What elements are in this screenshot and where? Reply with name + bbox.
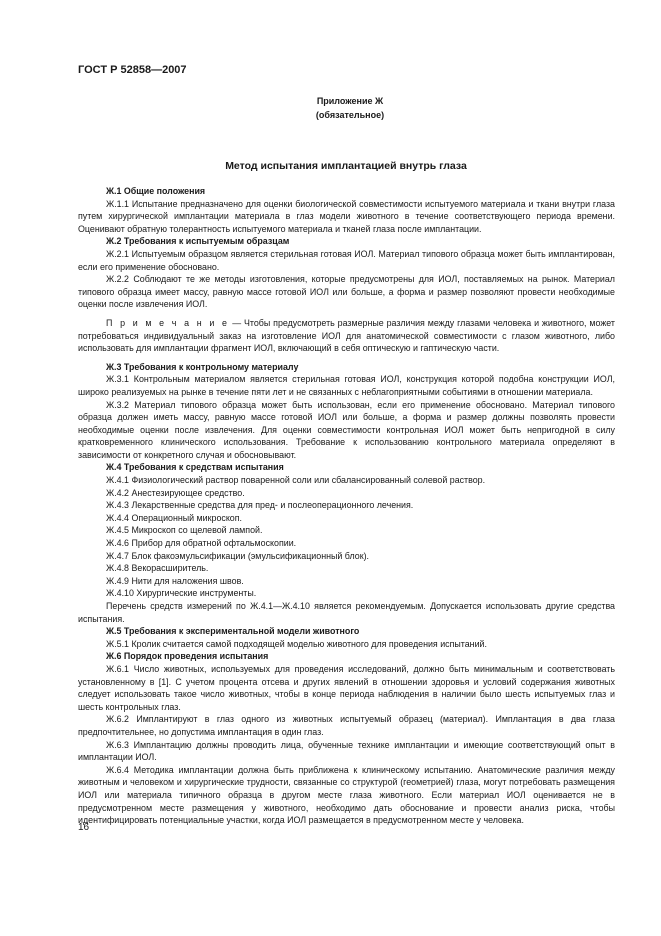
list-item: Ж.4.5 Микроскоп со щелевой лампой. xyxy=(106,525,263,536)
note-label: П р и м е ч а н и е xyxy=(106,317,230,328)
paragraph-zh2-1: Ж.2.1 Испытуемым образцом является стерильная готовая ИОЛ. Материал типового образца может быть имплантирован, если его применение обосновано. xyxy=(78,248,615,272)
page-number: 16 xyxy=(78,822,90,833)
paragraph-zh1-1: Ж.1.1 Испытание предназначено для оценки биологической совместимости испытуемого материала и ткани внутри глаза путем хирургической имплантации материала в глаз модели животного в течение соответствующего периода времени. Оценивают обратную толерантность испытуемого материала и тканей глаза после имплантации. xyxy=(78,198,615,234)
note xyxy=(78,317,615,355)
paragraph-zh4-end: Перечень средств измерений по Ж.4.1—Ж.4.10 является рекомендуемым. Допускается использовать другие средства испытания. xyxy=(78,601,615,624)
document-body xyxy=(78,185,615,827)
paragraph-zh6-4: Ж.6.4 Методика имплантации должна быть приближена к клиническому испытанию. Анатомические различия между животным и человеком и хирургические трудности, связанные со структурой (геометрией) глаза, могут потребовать размещения ИОЛ или материала типичного образца в другом месте глаза животного. Если материал ИОЛ оценивается не в предусмотренном месте размещения у животного, необходимо дать обоснование и провести анализ риска, чтобы идентифицировать потенциальные участки, когда ИОЛ размещается в предусмотренном месте у человека. xyxy=(78,764,615,826)
note-text: — Чтобы предусмотреть размерные различия между глазами человека и животного, может потребоваться индивидуальный заказ на изготовление ИОЛ для анатомической совместимости с глазом животного, либо использовать для имплантации фрагмент ИОЛ, включающий в себя оптическую и гаптическую части. xyxy=(78,317,615,354)
list-item: Ж.4.3 Лекарственные средства для пред- и послеоперационного лечения. xyxy=(106,500,414,511)
annex-kind: (обязательное) xyxy=(315,110,385,120)
list-item: Ж.4.6 Прибор для обратной офтальмоскопии. xyxy=(106,538,297,549)
heading-zh2: Ж.2 Требования к испытуемым образцам xyxy=(106,236,290,247)
annex-title: Приложение Ж xyxy=(316,96,384,106)
list-item: Ж.4.1 Физиологический раствор поваренной соли или сбалансированный солевой раствор. xyxy=(106,475,486,486)
paragraph-zh6-3: Ж.6.3 Имплантацию должны проводить лица, обученные технике имплантации и имеющие соответствующий опыт в имплантации ИОЛ. xyxy=(78,739,615,763)
document-id: ГОСТ Р 52858—2007 xyxy=(78,64,187,76)
paragraph-zh6-1: Ж.6.1 Число животных, используемых для проведения исследований, должно быть минимальным и соответствовать установленному в [1]. С учетом процента отсева и других явлений в отношении здоровья и условий содержания животных следует использовать такое число животных, чтобы в конце периода наблюдения в наличии было шесть испытуемых глаз и шесть контрольных глаз. xyxy=(78,663,615,712)
heading-zh6: Ж.6 Порядок проведения испытания xyxy=(106,651,269,662)
list-item: Ж.4.8 Векорасширитель. xyxy=(106,563,209,574)
paragraph-zh5-1: Ж.5.1 Кролик считается самой подходящей моделью животного для проведения испытаний. xyxy=(106,638,487,649)
paragraph-zh2-2: Ж.2.2 Соблюдают те же методы изготовления, которые предусмотрены для ИОЛ, поставляемых на рынок. Материал типового образца имеет массу, равную массе готовой ИОЛ или больше, а форма и размер позволяют провести необходимые оценки после извлечения ИОЛ. xyxy=(78,274,615,310)
list-item: Ж.4.7 Блок факоэмульсификации (эмульсификационный блок). xyxy=(106,550,369,561)
list-item: Ж.4.2 Анестезирующее средство. xyxy=(106,487,245,498)
heading-zh4: Ж.4 Требования к средствам испытания xyxy=(106,462,284,473)
paragraph-zh3-1: Ж.3.1 Контрольным материалом является стерильная готовая ИОЛ, конструкция которой подобна конструкции ИОЛ, широко реализуемых на рынке в течение пяти лет и не связанных с неблагоприятными событиями в отношении материала. xyxy=(78,374,615,397)
list-item: Ж.4.9 Нити для наложения швов. xyxy=(106,575,244,586)
paragraph-zh6-2: Ж.6.2 Имплантируют в глаз одного из животных испытуемый образец (материал). Имплантация в два глаза предпочтительнее, но допустима имплантация в один глаз. xyxy=(78,714,615,737)
heading-zh5: Ж.5 Требования к экспериментальной модели животного xyxy=(106,626,360,637)
paragraph-zh3-2: Ж.3.2 Материал типового образца может быть использован, если его применение обосновано. Материал типового образца должен иметь массу, равную массе готовой ИОЛ или больше, а форма и размер должны позволять провести необходимые оценки после извлечения. Для оценки совместимости контрольная ИОЛ может быть непригодной в силу кратковременного клинического использования. Требование к использованию контрольного материала определяют в зависимости от конкретного случая и обосновывают. xyxy=(78,399,615,460)
list-item: Ж.4.4 Операционный микроскоп. xyxy=(106,512,243,523)
heading-zh1: Ж.1 Общие положения xyxy=(106,186,206,196)
heading-zh3: Ж.3 Требования к контрольному материалу xyxy=(106,361,299,372)
list-item: Ж.4.10 Хирургические инструменты. xyxy=(106,588,257,599)
section-title: Метод испытания имплантацией внутрь глаза xyxy=(225,160,467,172)
